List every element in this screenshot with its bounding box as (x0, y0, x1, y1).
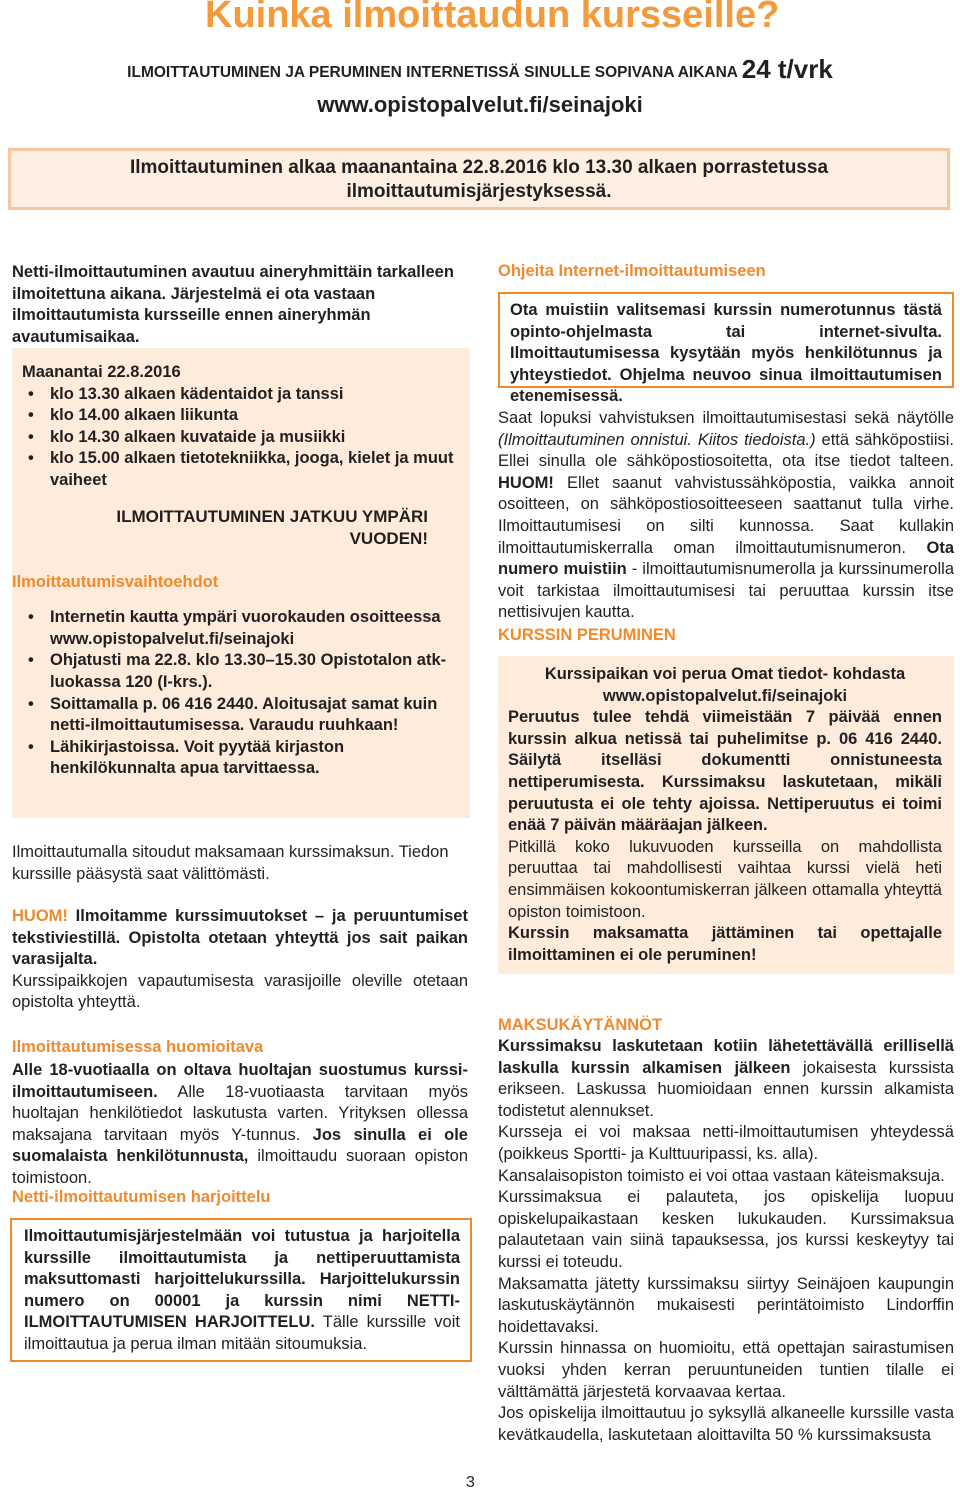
schedule-item: • klo 13.30 alkaen kädentaidot ja tanssi (22, 384, 456, 406)
page-number: 3 (466, 1474, 475, 1491)
pay-heading: MAKSUKÄYTÄNNÖT (498, 1016, 663, 1034)
practice-bold: Ilmoittautumisjärjestelmään voi tutustua ja harjoitella kurssille ilmoittautumista ja nettiperuuttamista maksuttomasti harjoittelukurssilla. Harjoittelukurssin numero on 00001 ja kurssin nimi NETTI-ILMOITTAUTUMISEN HARJOITTELU. (24, 1227, 460, 1332)
huom-block (12, 906, 468, 1014)
intro-line (0, 54, 960, 85)
cancel-heading: KURSSIN PERUMINEN (498, 626, 676, 644)
practice-heading: Netti-ilmoittautumisen harjoittelu (12, 1188, 271, 1206)
continues-notice: ILMOITTAUTUMINEN JATKUU YMPÄRI VUODEN! (116, 506, 428, 548)
confirm-d: - ilmoittautumisnumerolla ja kurssinumerolla voit tarkistaa ilmoittautumisesi tai peruuttaa kurssin itse nettisivujen kautta. (498, 560, 954, 622)
pay-p4: Kurssimaksua ei palauteta, jos opiskelija luopuu opiskelupaikastaan kesken lukukauden. Kurssimaksua palautetaan vain siinä tapauksessa, jos kurssi keskeytyy tai kurssi ei toteudu. (498, 1188, 954, 1271)
guide-box: Ota muistiin valitsemasi kurssin numerotunnus tästä opinto-ohjelmasta tai internet-sivulta. Ilmoittautumisessa kysytään myös henkilötunnus ja yhteystiedot. Ohjelma neuvoo sinua ilmoittautumisen etenemisessä. (498, 292, 954, 388)
confirm-bold: Ota numero muistiin (498, 538, 954, 579)
pay-block (498, 1036, 954, 1446)
option-internet (22, 607, 456, 650)
pay-p2: Kursseja ei voi maksaa netti-ilmoittautumisen yhteydessä (poikkeus Sportti- ja Kulttuuripassi, ks. alla). (498, 1123, 954, 1163)
notice-bold-1: Alle 18-vuotiaalla on oltava huoltajan suostumus kurssi-ilmoittautumiseen. (12, 1061, 468, 1101)
option-internet-text: Internetin kautta ympäri vuorokauden osoitteessa (50, 608, 441, 627)
netti-intro-text-2: Järjestelmä ei ota vastaan ilmoittautumista kursseille ennen aineryhmän avautumisaikaa. (12, 284, 376, 346)
practice-box (10, 1218, 472, 1362)
start-line-1: Ilmoittautuminen alkaa maanantaina 22.8.2016 klo 13.30 alkaen porrastetussa (129, 157, 829, 178)
cancel-text: Pitkillä koko lukuvuoden kursseilla on mahdollista peruuttaa tai mahdollisesti vaihtaa kurssi vielä heti ensimmäisen kokoontumiskerran jälkeen ottamalla yhteyttä opiston toimistoon. (508, 837, 942, 921)
options-list (22, 607, 456, 780)
notice-block (12, 1060, 468, 1190)
start-line-2: ilmoittautumisjärjestyksessä. (346, 181, 612, 202)
intro-hours: 24 t/vrk (741, 54, 833, 84)
schedule-item: • klo 14.30 alkaen kuvataide ja musiikki (22, 427, 456, 449)
pay-p7: Jos opiskelija ilmoittautuu jo syksyllä alkaneelle kurssille vasta kevätkaudella, laskutetaan aloittavilta 50 % kurssimaksusta (498, 1404, 954, 1444)
pay-p1 (498, 1036, 954, 1122)
confirm-a: Saat lopuksi vahvistuksen ilmoittautumisestasi sekä näytölle (498, 409, 954, 427)
confirm-b: että sähköpostiisi. Ellei sinulla ole sähköpostiosoitetta, ota itse tiedot talteen. (498, 430, 954, 471)
cancel-bold-2: Kurssin maksamatta jättäminen tai opettajalle ilmoittaminen ei ole peruminen! (508, 924, 942, 964)
cancel-center-1: Kurssipaikan voi perua Omat tiedot- kohdasta (544, 665, 906, 683)
option-phone: • Soittamalla p. 06 416 2440. Aloitusajat samat kuin netti-ilmoittautumisessa. Varaudu ruuhkaan! (22, 694, 456, 737)
huom-text: Ilmoitamme kurssimuutokset – ja peruuntumiset tekstiviestillä. Opistolta otetaan yhteyttä jos sait paikan varasijalta. (12, 907, 468, 969)
intro-url[interactable]: www.opistopalvelut.fi/seinajoki (317, 92, 643, 117)
intro-text: ILMOITTAUTUMINEN JA PERUMINEN INTERNETISSÄ SINULLE SOPIVANA AIKANA (127, 64, 738, 81)
schedule-item: • klo 14.00 alkaen liikunta (22, 405, 456, 427)
confirm-block (498, 408, 954, 624)
notice-text-2: ilmoittaudu suoraan opiston toimistoon. (12, 1147, 468, 1187)
option-library: • Lähikirjastoissa. Voit pyytää kirjaston henkilökunnalta apua tarvittaessa. (22, 737, 456, 780)
schedule-list (22, 384, 456, 492)
notice-bold-2: Jos sinulla ei ole suomalaista henkilötunnusta, (12, 1125, 468, 1166)
schedule-item: • klo 15.00 alkaen tietotekniikka, jooga, kielet ja muut vaiheet (22, 448, 456, 491)
start-notice-box (8, 148, 950, 210)
cancel-box (498, 656, 954, 974)
confirm-huom: HUOM! (498, 473, 554, 492)
cancel-center-2[interactable]: www.opistopalvelut.fi/seinajoki (602, 686, 848, 705)
practice-text: Tälle kurssille voit ilmoittautua ja perua ilman mitään sitoumuksia. (24, 1313, 460, 1353)
pay-p6: Kurssin hinnassa on huomioitu, että opettajan sairastumisen vuoksi yhden kerran peruuntuneiden tuntien tilalle ei välttämättä järjestetä korvaavaa kertaa. (498, 1339, 954, 1401)
pay-p3: Kansalaisopiston toimisto ei voi ottaa vastaan käteismaksuja. (498, 1166, 945, 1185)
notice-text-1: Alle 18-vuotiaasta tarvitaan myös huoltajan henkilötiedot laskutusta varten. Yrityksen ollessa maksajana tarvitaan myös Y-tunnus. (12, 1082, 468, 1144)
option-guided: • Ohjatusti ma 22.8. klo 13.30–15.30 Opistotalon atk-luokassa 120 (I-krs.). (22, 650, 456, 693)
pay-p5: Maksamatta jätetty kurssimaksu siirtyy Seinäjoen kaupungin laskutuskäytännön mukaisesti perintätoimisto Lindorffin hoidettavaksi. (498, 1274, 954, 1336)
reserve-text: Kurssipaikkojen vapautumisesta varasijoille oleville otetaan opistolta yhteyttä. (12, 971, 468, 1012)
pay-bold: Kurssimaksu laskutetaan kotiin lähetettävällä erillisellä laskulla kurssin alkamisen jälkeen (498, 1037, 954, 1077)
schedule-box (12, 348, 470, 818)
cancel-bold: Peruutus tulee tehdä viimeistään 7 päivää ennen kurssin alkua netissä tai puhelimitse p. 06 416 2440. Säilytä itselläsi dokumentti onnistuneesta nettiperumisesta. Kurssimaksu laskutetaan, mikäli peruutusta ei ole tehty ajoissa. Nettiperuutus ei toimi enää 7 päivän määräajan jälkeen. (508, 708, 942, 835)
netti-intro (12, 262, 470, 348)
guide-heading: Ohjeita Internet-ilmoittautumiseen (498, 262, 766, 280)
confirm-italic: (Ilmoittautuminen onnistui. Kiitos tiedoista.) (498, 430, 816, 449)
notice-heading: Ilmoittautumisessa huomioitava (12, 1038, 264, 1056)
page-title: Kuinka ilmoittaudun kursseille? (205, 0, 780, 36)
commit-text: Ilmoittautumalla sitoudut maksamaan kurssimaksun. Tiedon kurssille pääsystä saat välittömästi. (12, 843, 449, 883)
confirm-c: Ellet saanut vahvistussähköpostia, vaikka annoit osoitteen, on sähköpostiosoitteeseen saattanut tulla virhe. Ilmoittautumisesi on silti kunnossa. Saat kullakin ilmoittautumiskerralla oman ilmoittautumisnumeron. (498, 473, 954, 557)
options-heading: Ilmoittautumisvaihtoehdot (12, 572, 219, 591)
pay-text: jokaisesta kurssista erikseen. Laskussa huomioidaan ennen kurssin alkamista todistetut alennukset. (498, 1058, 954, 1120)
schedule-title: Maanantai 22.8.2016 (22, 363, 181, 381)
option-internet-url[interactable]: www.opistopalvelut.fi/seinajoki (50, 629, 295, 648)
netti-intro-text-1: Netti-ilmoittautuminen avautuu aineryhmittäin tarkalleen ilmoitettuna aikana. (12, 263, 454, 303)
huom-label: HUOM! (12, 907, 68, 925)
